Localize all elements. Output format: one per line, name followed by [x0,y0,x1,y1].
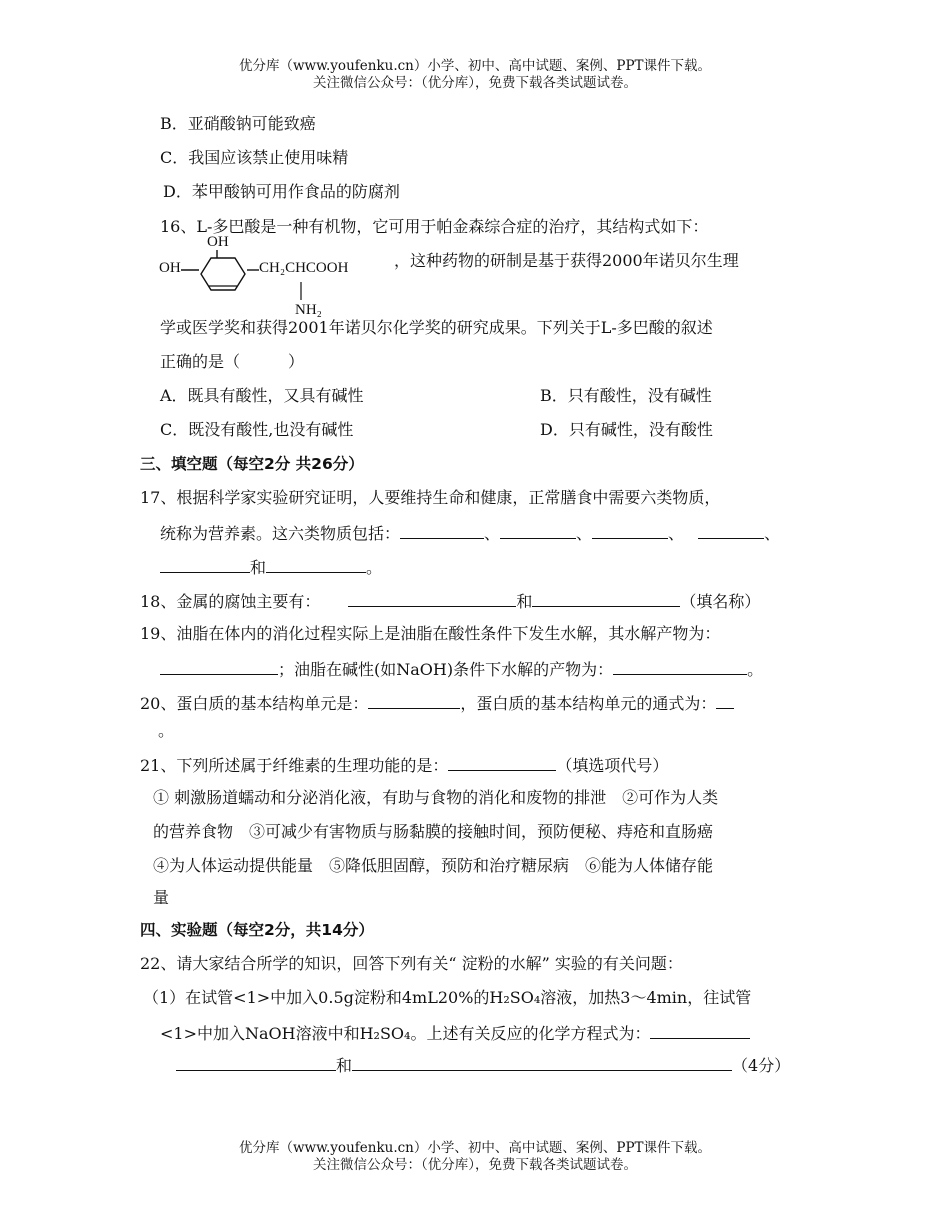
q18-blank-2[interactable] [532,588,680,607]
q20-blank-2[interactable] [716,690,734,709]
q17-line-2-text: 统称为营养素。这六类物质包括： [160,524,401,543]
q20-end: 。 [158,721,175,740]
q22-stem: 22、请大家结合所学的知识，回答下列有关“ 淀粉的水解” 实验的有关问题： [140,954,683,973]
q22-score: （4分） [732,1056,791,1075]
q20-line [140,690,734,714]
q22-part-1-line-2 [160,1020,750,1044]
q19-blank-1[interactable] [160,656,278,675]
q17-sep-1: 、 [484,524,501,543]
q21-blank[interactable] [448,752,556,771]
q16-option-d: D．只有碱性，没有酸性 [540,420,713,439]
q17-blank-1[interactable] [400,520,484,539]
q17-blank-2[interactable] [500,520,576,539]
q16-stem-2: ，这种药物的研制是基于获得2000年诺贝尔生理 [394,251,739,270]
header-line-1: 优分库（www.youfenku.cn）小学、初中、高中试题、案例、PPT课件下载。 [238,58,712,74]
q20-text-2: ，蛋白质的基本结构单元的通式为： [460,694,717,713]
q16-stem-4: 正确的是（ ） [160,352,305,371]
section-4-title: 四、实验题（每空2分，共14分） [140,921,374,939]
q16-option-c: C．既没有酸性,也没有碱性 [160,420,354,439]
q17-blank-4[interactable] [698,520,764,539]
q19-line-1: 19、油脂在体内的消化过程实际上是油脂在酸性条件下发生水解，其水解产物为： [140,624,721,643]
dopa-structural-formula [155,234,395,324]
q18-and: 和 [516,592,533,611]
q17-sep-4: 、 [764,524,781,543]
q16-option-b: B．只有酸性，没有碱性 [540,386,712,405]
q18-tail: （填名称） [680,592,761,611]
q17-line-1: 17、根据科学家实验研究证明，人要维持生命和健康，正常膳食中需要六类物质， [140,488,721,507]
q16-option-a: A．既具有酸性，又具有碱性 [160,386,364,405]
q17-sep-2: 、 [576,524,593,543]
q21-stem-line [140,752,668,776]
q15-option-d: D．苯甲酸钠可用作食品的防腐剂 [163,182,400,201]
q17-and: 和 [250,558,267,577]
q22-part-1-line-2-text: <1>中加入NaOH溶液中和H₂SO₄。上述有关反应的化学方程式为： [160,1024,651,1043]
q18-blank-1[interactable] [348,588,516,607]
q22-and: 和 [336,1056,353,1075]
q17-line-3 [160,554,382,578]
q15-option-c: C．我国应该禁止使用味精 [160,148,349,167]
q19-line-2 [160,656,763,680]
q19-end: 。 [747,660,764,679]
q22-blank-2[interactable] [176,1052,336,1071]
q22-blank-1[interactable] [650,1020,750,1039]
q18-text: 18、金属的腐蚀主要有： [140,592,321,611]
q21-item-line-1: ① 刺激肠道蠕动和分泌消化液，有助与食物的消化和废物的排泄 ②可作为人类 [153,788,719,807]
q21-item-line-3: ④为人体运动提供能量 ⑤降低胆固醇，预防和治疗糖尿病 ⑥能为人体储存能 [153,856,714,875]
q15-option-b: B．亚硝酸钠可能致癌 [160,114,316,133]
q21-item-line-2: 的营养食物 ③可减少有害物质与肠黏膜的接触时间，预防便秘、痔疮和直肠癌 [153,822,714,841]
q17-blank-5[interactable] [160,554,250,573]
q18-line [140,588,760,612]
formula-oh-top: OH [207,234,229,250]
q16-stem-1: 16、L-多巴酸是一种有机物，它可用于帕金森综合症的治疗，其结构式如下： [160,217,709,236]
q20-blank-1[interactable] [368,690,460,709]
formula-nh2: NH₂ [295,302,322,318]
q16-stem-3: 学或医学奖和获得2001年诺贝尔化学奖的研究成果。下列关于L-多巴酸的叙述 [160,318,713,337]
q17-end: 。 [366,558,383,577]
benzene-ring-drawing [155,238,395,324]
footer-line-2: 关注微信公众号：（优分库），免费下载各类试题试卷。 [313,1157,637,1173]
q19-mid: ；油脂在碱性(如NaOH)条件下水解的产物为： [278,660,614,679]
q19-blank-2[interactable] [613,656,747,675]
q17-sep-3: 、 [668,524,685,543]
header-line-2: 关注微信公众号：（优分库），免费下载各类试题试卷。 [313,75,637,91]
q21-tail: （填选项代号） [556,756,669,775]
formula-oh-left: OH [159,260,181,276]
formula-chain: CH₂CHCOOH [259,260,349,276]
q17-blank-6[interactable] [266,554,366,573]
q17-blank-3[interactable] [592,520,668,539]
footer-line-1: 优分库（www.youfenku.cn）小学、初中、高中试题、案例、PPT课件下载。 [238,1140,712,1156]
q22-part-1-line-3 [176,1052,790,1076]
section-3-title: 三、填空题（每空2分 共26分） [140,455,364,473]
q21-item-line-4: 量 [153,888,170,907]
q20-text-1: 20、蛋白质的基本结构单元是： [140,694,369,713]
q22-blank-3[interactable] [352,1052,732,1071]
q22-part-1-line-1: （1）在试管<1>中加入0.5g淀粉和4mL20%的H₂SO₄溶液，加热3～4min，往试管 [143,988,752,1007]
q21-stem: 21、下列所述属于纤维素的生理功能的是： [140,756,449,775]
q17-line-2 [160,520,780,544]
